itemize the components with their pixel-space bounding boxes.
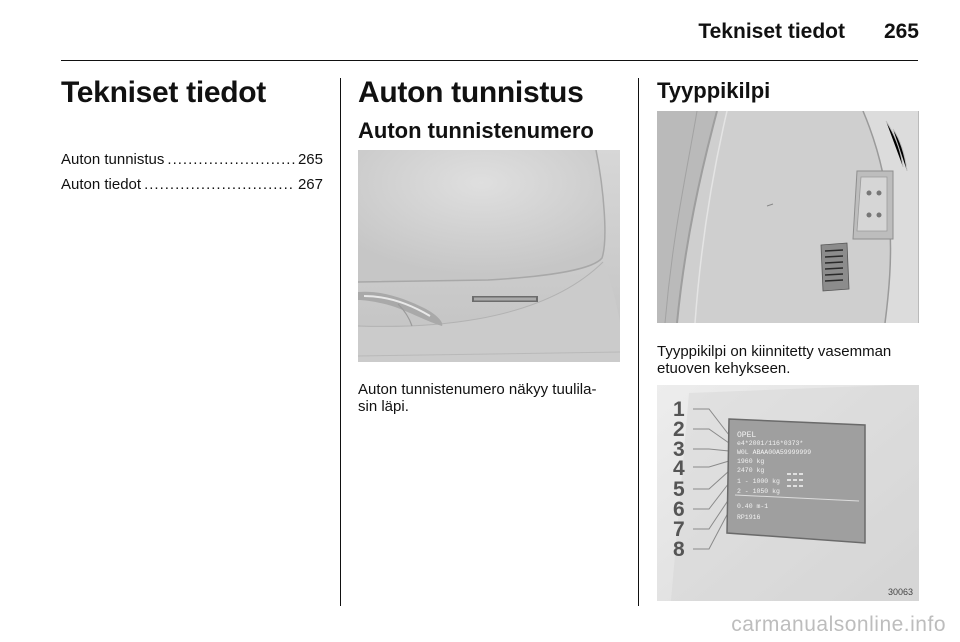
plate-callout-8: 8	[673, 538, 685, 561]
toc-entry[interactable]	[61, 176, 323, 193]
figure-number: 30063	[887, 587, 913, 597]
plate-description-line-2: etuoven kehykseen.	[657, 360, 791, 377]
plate-line-4: 2470 kg	[737, 467, 765, 474]
chapter-heading: Tekniset tiedot	[61, 76, 266, 109]
type-plate-photo	[657, 385, 919, 601]
door-frame-photo	[657, 111, 919, 323]
section-heading: Tyyppikilpi	[657, 78, 771, 103]
plate-callout-5: 5	[673, 478, 685, 501]
plate-callout-3: 3	[673, 438, 685, 461]
plate-callout-4: 4	[673, 457, 685, 480]
windshield-vin-photo	[358, 150, 620, 362]
plate-line-8: RP1916	[737, 514, 761, 521]
toc-page: 267	[297, 176, 323, 193]
vin-description-line-2: sin läpi.	[358, 398, 409, 415]
subsection-heading: Auton tunnistenumero	[358, 118, 594, 143]
vin-description-line-1: Auton tunnistenumero näkyy tuulila-	[358, 381, 597, 398]
header-title: Tekniset tiedot	[698, 20, 845, 43]
plate-brand: OPEL	[737, 431, 757, 440]
plate-line-6: 2 - 1050 kg	[737, 488, 780, 495]
section-heading: Auton tunnistus	[358, 76, 584, 109]
plate-line-1: e4*2001/116*0373*	[737, 440, 804, 447]
plate-line-3: 1960 kg	[737, 458, 765, 465]
plate-callout-7: 7	[673, 518, 685, 541]
plate-callout-6: 6	[673, 498, 685, 521]
column-divider-1	[340, 78, 341, 606]
plate-line-2: W0L ABAA00A59999999	[737, 449, 812, 456]
plate-line-5: 1 - 1000 kg	[737, 478, 780, 485]
plate-callout-1: 1	[673, 398, 685, 421]
plate-callout-2: 2	[673, 418, 685, 441]
plate-description-line-1: Tyyppikilpi on kiinnitetty vasemman	[657, 343, 892, 360]
footer-watermark-bar	[0, 612, 960, 642]
header-rule	[61, 60, 918, 61]
toc-page: 265	[297, 151, 323, 168]
watermark-text: carmanualsonline.info	[731, 613, 946, 636]
page-number: 265	[883, 20, 919, 43]
plate-line-7: 0.40 m-1	[737, 503, 769, 510]
toc-label: Auton tunnistus	[61, 151, 165, 168]
toc-leader-dots	[167, 151, 295, 168]
toc-leader-dots	[144, 176, 295, 193]
toc-entry[interactable]	[61, 151, 323, 168]
toc-label: Auton tiedot	[61, 176, 142, 193]
column-divider-2	[638, 78, 639, 606]
